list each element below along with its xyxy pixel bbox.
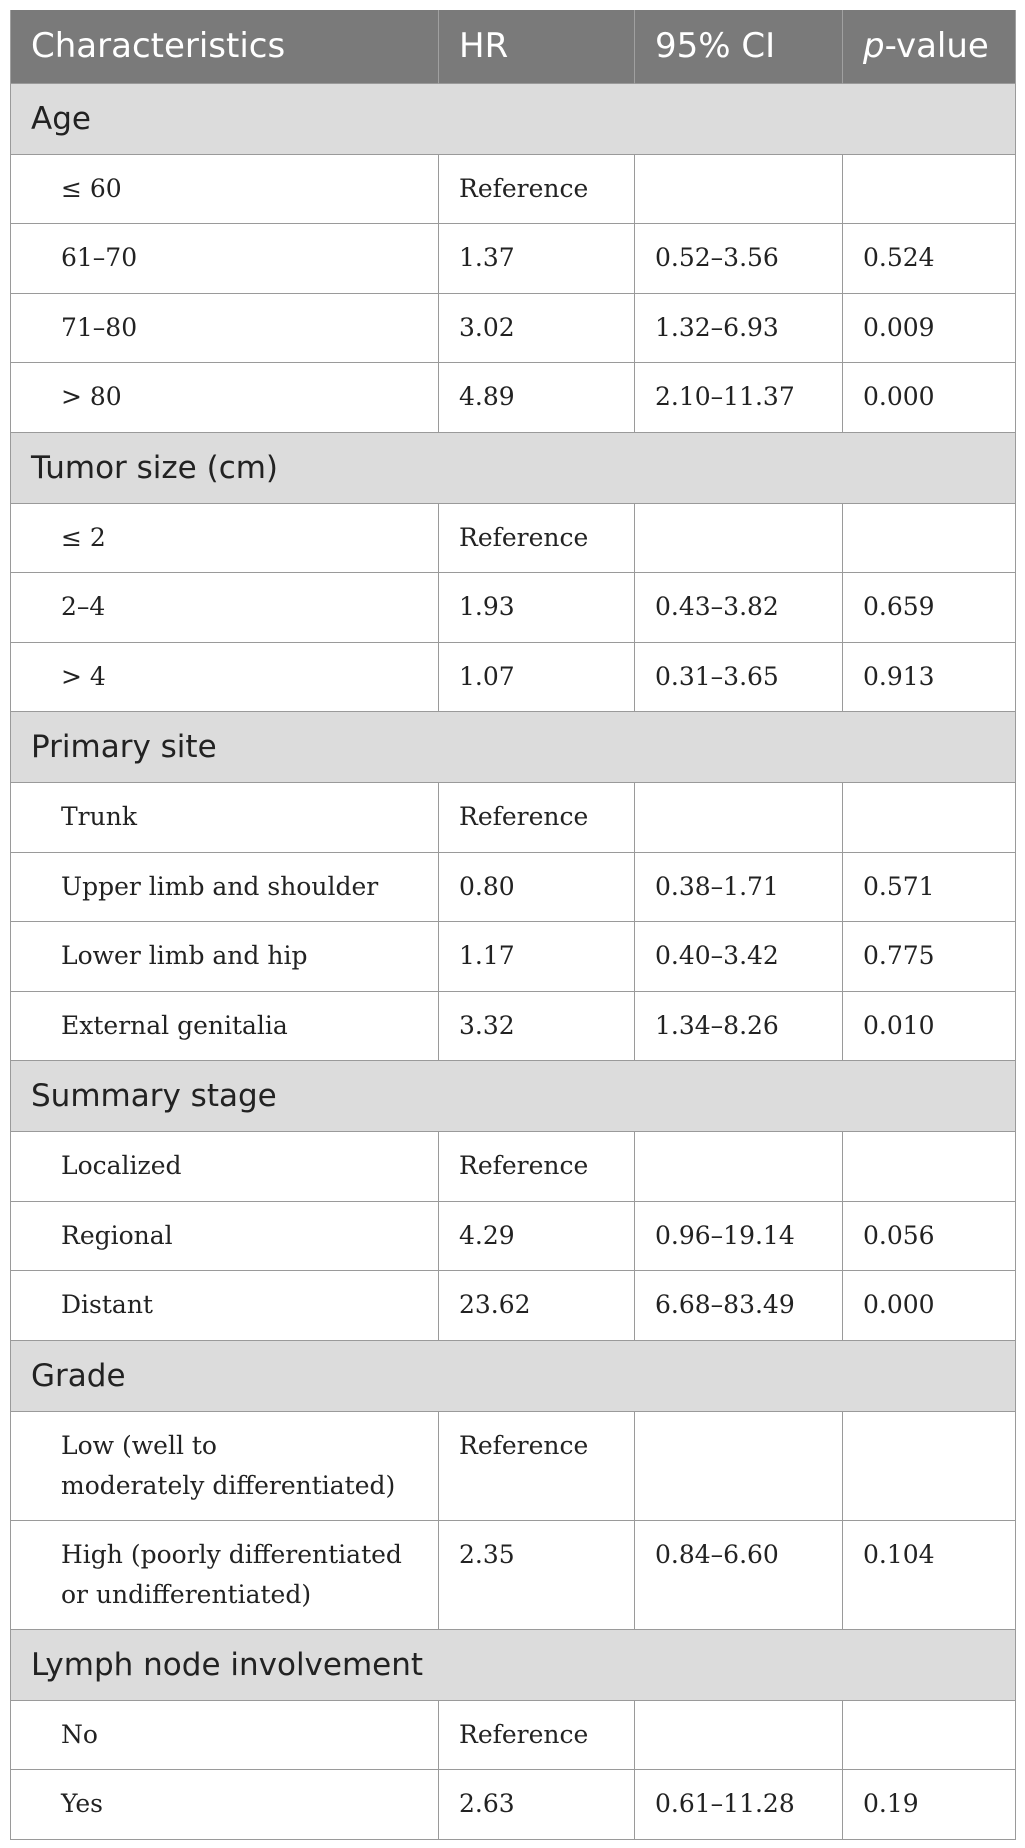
hr-value: 2.35: [439, 1520, 635, 1629]
table-row: [11, 1201, 1016, 1271]
p-value: 0.104: [843, 1520, 1016, 1629]
p-value: [843, 1700, 1016, 1770]
table-row: [11, 642, 1016, 712]
ci-value: 1.32–6.93: [635, 293, 843, 363]
hr-value: 1.93: [439, 573, 635, 643]
p-value: 0.913: [843, 642, 1016, 712]
table-row: [11, 783, 1016, 853]
table-row: [11, 573, 1016, 643]
hr-value: Reference: [439, 154, 635, 224]
ci-value: 0.40–3.42: [635, 922, 843, 992]
row-label: 2–4: [11, 573, 439, 643]
hr-value: 1.17: [439, 922, 635, 992]
hr-value: 1.37: [439, 224, 635, 294]
table-row: [11, 224, 1016, 294]
table-row: [11, 154, 1016, 224]
p-value: 0.056: [843, 1201, 1016, 1271]
ci-value: 6.68–83.49: [635, 1271, 843, 1341]
ci-value: 0.84–6.60: [635, 1520, 843, 1629]
row-label-line: or undifferentiated): [61, 1579, 312, 1609]
ci-value: [635, 1700, 843, 1770]
section-title: Age: [11, 83, 1016, 154]
row-label: No: [11, 1700, 439, 1770]
hr-value: 4.89: [439, 363, 635, 433]
p-value: 0.524: [843, 224, 1016, 294]
ci-value: 0.31–3.65: [635, 642, 843, 712]
hr-value: Reference: [439, 1700, 635, 1770]
table-row: [11, 922, 1016, 992]
section-header-row: [11, 432, 1016, 503]
p-value: [843, 1411, 1016, 1520]
row-label: ≤ 2: [11, 503, 439, 573]
p-value: 0.010: [843, 991, 1016, 1061]
row-label: Lower limb and hip: [11, 922, 439, 992]
row-label: > 4: [11, 642, 439, 712]
p-value: [843, 783, 1016, 853]
section-title: Tumor size (cm): [11, 432, 1016, 503]
table-row: [11, 1770, 1016, 1840]
p-value: 0.775: [843, 922, 1016, 992]
row-label-line: High (poorly differentiated: [61, 1539, 402, 1569]
ci-value: 0.43–3.82: [635, 573, 843, 643]
section-header-row: [11, 1061, 1016, 1132]
hr-value: 0.80: [439, 852, 635, 922]
ci-value: [635, 154, 843, 224]
p-value: [843, 1132, 1016, 1202]
table-row: [11, 852, 1016, 922]
header-ci: 95% CI: [635, 10, 843, 83]
row-label: Trunk: [11, 783, 439, 853]
hr-value: 3.32: [439, 991, 635, 1061]
hr-value: 2.63: [439, 1770, 635, 1840]
p-value: 0.659: [843, 573, 1016, 643]
row-label: Regional: [11, 1201, 439, 1271]
row-label: Distant: [11, 1271, 439, 1341]
section-title: Primary site: [11, 712, 1016, 783]
section-title: Lymph node involvement: [11, 1629, 1016, 1700]
table-header-row: [11, 10, 1016, 83]
p-value: 0.571: [843, 852, 1016, 922]
ci-value: [635, 503, 843, 573]
p-value: 0.000: [843, 363, 1016, 433]
hr-value: 1.07: [439, 642, 635, 712]
header-hr: HR: [439, 10, 635, 83]
table-body: [11, 83, 1016, 1839]
row-label: ≤ 60: [11, 154, 439, 224]
ci-value: 0.61–11.28: [635, 1770, 843, 1840]
row-label-line: Low (well to: [61, 1430, 217, 1460]
p-value: 0.009: [843, 293, 1016, 363]
hazard-ratio-table: [10, 10, 1016, 1840]
section-title: Summary stage: [11, 1061, 1016, 1132]
table-row: [11, 991, 1016, 1061]
header-p-suffix: -value: [884, 26, 989, 67]
row-label: Localized: [11, 1132, 439, 1202]
header-p-value: [843, 10, 1016, 83]
hr-value: 23.62: [439, 1271, 635, 1341]
table-row: [11, 1132, 1016, 1202]
ci-value: [635, 1132, 843, 1202]
table-row: [11, 1411, 1016, 1520]
ci-value: [635, 1411, 843, 1520]
table-row: [11, 293, 1016, 363]
section-header-row: [11, 83, 1016, 154]
section-header-row: [11, 1629, 1016, 1700]
row-label: 61–70: [11, 224, 439, 294]
row-label: Upper limb and shoulder: [11, 852, 439, 922]
hr-value: Reference: [439, 783, 635, 853]
row-label: [11, 1411, 439, 1520]
table-row: [11, 503, 1016, 573]
hr-value: 3.02: [439, 293, 635, 363]
row-label: [11, 1520, 439, 1629]
row-label: External genitalia: [11, 991, 439, 1061]
header-characteristics: Characteristics: [11, 10, 439, 83]
ci-value: 0.96–19.14: [635, 1201, 843, 1271]
table-row: [11, 363, 1016, 433]
section-title: Grade: [11, 1340, 1016, 1411]
p-value: [843, 154, 1016, 224]
p-value: 0.19: [843, 1770, 1016, 1840]
row-label: 71–80: [11, 293, 439, 363]
table-row: [11, 1700, 1016, 1770]
ci-value: 0.52–3.56: [635, 224, 843, 294]
hr-value: Reference: [439, 503, 635, 573]
header-p-letter: p: [863, 26, 885, 67]
row-label: > 80: [11, 363, 439, 433]
p-value: [843, 503, 1016, 573]
p-value: 0.000: [843, 1271, 1016, 1341]
hr-value: Reference: [439, 1132, 635, 1202]
hr-value: Reference: [439, 1411, 635, 1520]
ci-value: [635, 783, 843, 853]
table-row: [11, 1271, 1016, 1341]
hr-value: 4.29: [439, 1201, 635, 1271]
row-label: Yes: [11, 1770, 439, 1840]
row-label-line: moderately differentiated): [61, 1470, 396, 1500]
ci-value: 1.34–8.26: [635, 991, 843, 1061]
ci-value: 2.10–11.37: [635, 363, 843, 433]
table-row: [11, 1520, 1016, 1629]
section-header-row: [11, 712, 1016, 783]
ci-value: 0.38–1.71: [635, 852, 843, 922]
section-header-row: [11, 1340, 1016, 1411]
